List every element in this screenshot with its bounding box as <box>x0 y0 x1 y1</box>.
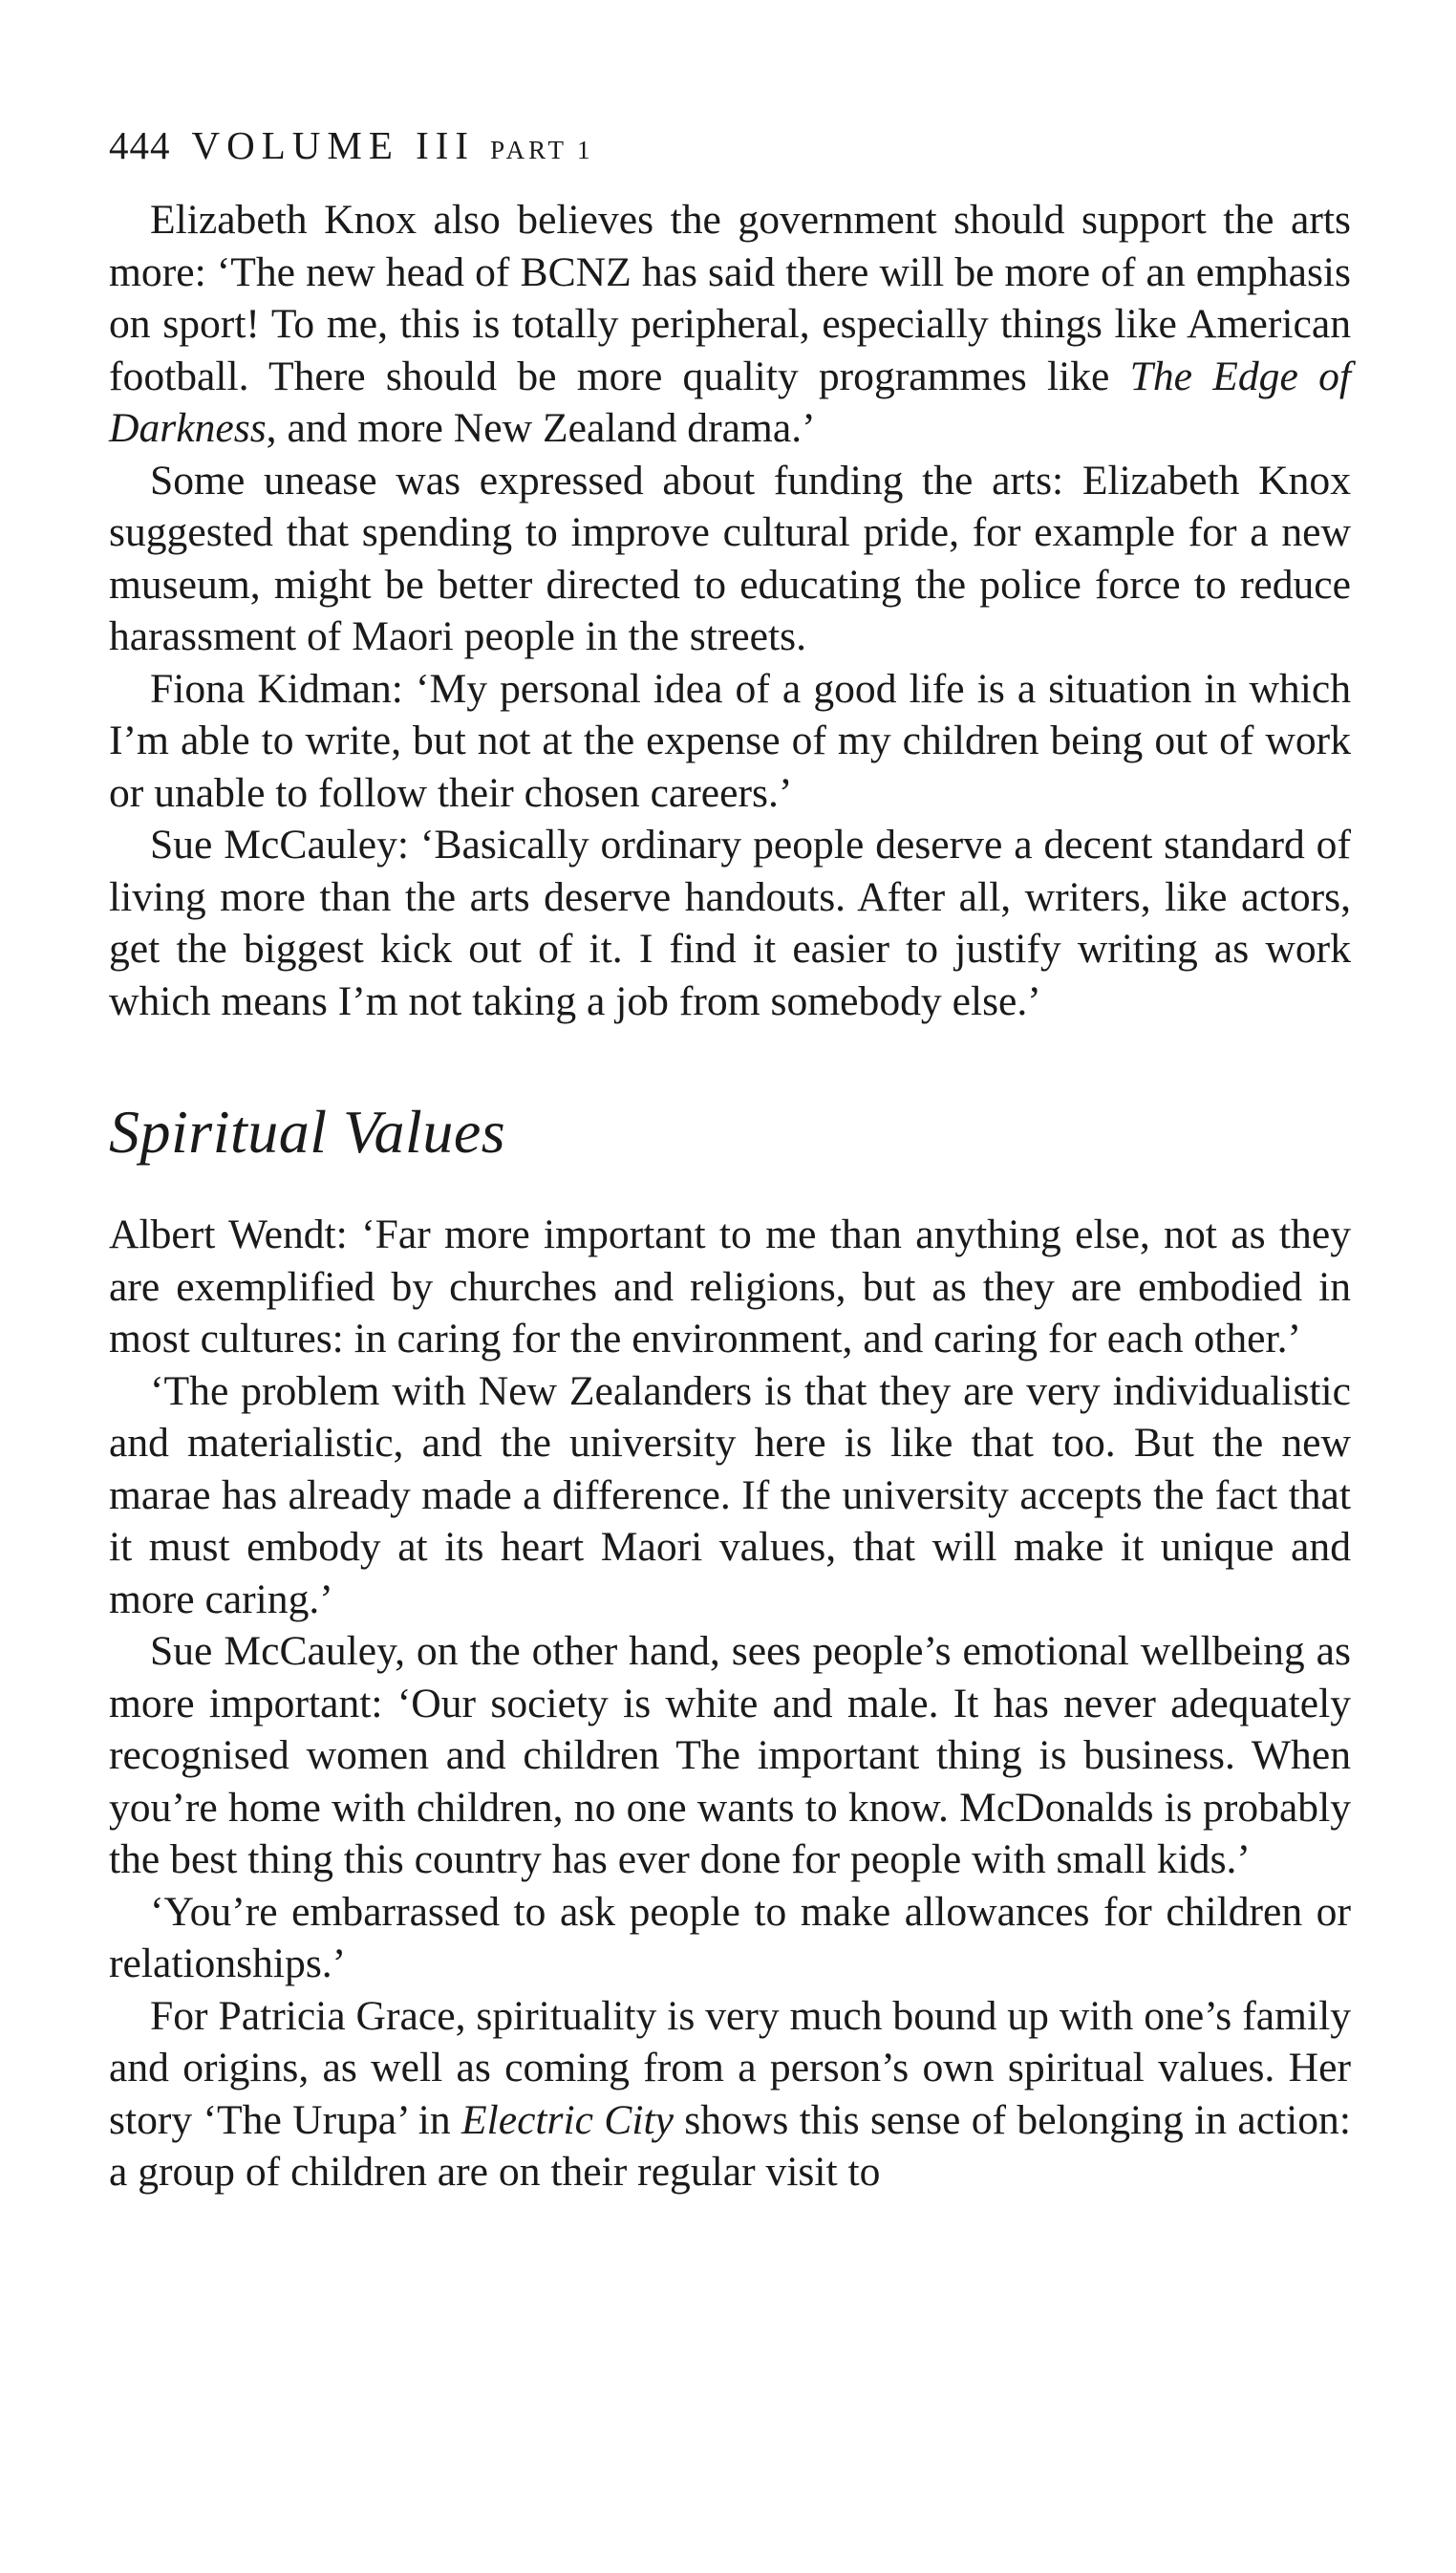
italic-title-text: The Edge of Darkness <box>109 353 1351 451</box>
paragraph-text: Some unease was expressed about funding the arts: Elizabeth Knox suggested that spending to improve cultural pride, for example for a new museum, might be better directed to educating the police force to reduce harassment of Maori people in the streets. <box>109 457 1351 659</box>
part-label: PART <box>490 136 568 164</box>
paragraph-text: Fiona Kidman: ‘My personal idea of a good life is a situation in which I’m able to write, but not at the expense of my children being out of work or unable to follow their chosen careers.’ <box>109 665 1351 816</box>
paragraph-text: Sue McCauley, on the other hand, sees people’s emotional wellbeing as more important: ‘Our society is white and male. It has never adequately recognised women and children The important thing is business. When you’re home with children, no one wants to know. McDonalds is probably the best thing this country has ever done for people with small kids.’ <box>109 1628 1351 1882</box>
paragraph <box>109 1365 1351 1626</box>
paragraph <box>109 194 1351 455</box>
paragraph-text: ‘You’re embarrassed to ask people to make allowances for children or relationships.’ <box>109 1888 1351 1986</box>
page-number: 444 <box>109 123 171 167</box>
body-text-after-heading <box>109 1209 1351 2198</box>
paragraph <box>109 663 1351 820</box>
paragraph-text: For Patricia Grace, spirituality is very much bound up with one’s family and origins, as well as coming from a person’s own spiritual values. Her story ‘The Urupa’ in <box>109 1992 1351 2143</box>
paragraph-text: ‘The problem with New Zealanders is that they are very individualistic and materialistic, and the university here is like that too. But the new marae has already made a difference. If the university accepts the fact that it must embody at its heart Maori values, that will make it unique and more caring.’ <box>109 1367 1351 1622</box>
paragraph <box>109 1990 1351 2198</box>
section-heading: Spiritual Values <box>109 1098 506 1166</box>
volume-label: VOLUME III <box>191 123 476 167</box>
paragraph <box>109 1886 1351 1990</box>
body-text-before-heading <box>109 194 1351 1027</box>
paragraph-text: Albert Wendt: ‘Far more important to me than anything else, not as they are exemplified by churches and religions, but as they are embodied in most cultures: in caring for the environment, and caring for each other.’ <box>109 1211 1351 1362</box>
part-number: 1 <box>577 136 594 164</box>
paragraph <box>109 819 1351 1027</box>
italic-title-text: Electric City <box>460 2096 674 2143</box>
paragraph-text: Sue McCauley: ‘Basically ordinary people deserve a decent standard of living more than the arts deserve handouts. After all, writers, like actors, get the biggest kick out of it. I find it easier to justify writing as work which means I’m not taking a job from somebody else.’ <box>109 822 1351 1024</box>
running-head <box>109 123 1351 167</box>
book-page <box>109 123 1351 2198</box>
paragraph <box>109 1209 1351 1365</box>
paragraph-text: , and more New Zealand drama.’ <box>266 405 816 451</box>
paragraph-text: shows this sense of belonging in action: a group of children are on their regular visit to <box>109 2096 1351 2195</box>
paragraph-text: Elizabeth Knox also believes the government should support the arts more: ‘The new head of BCNZ has said there will be more of an emphasis on sport! To me, this is totally peripheral, especially things like American football. There should be more quality programmes like <box>109 197 1351 399</box>
paragraph <box>109 1625 1351 1886</box>
paragraph <box>109 455 1351 663</box>
